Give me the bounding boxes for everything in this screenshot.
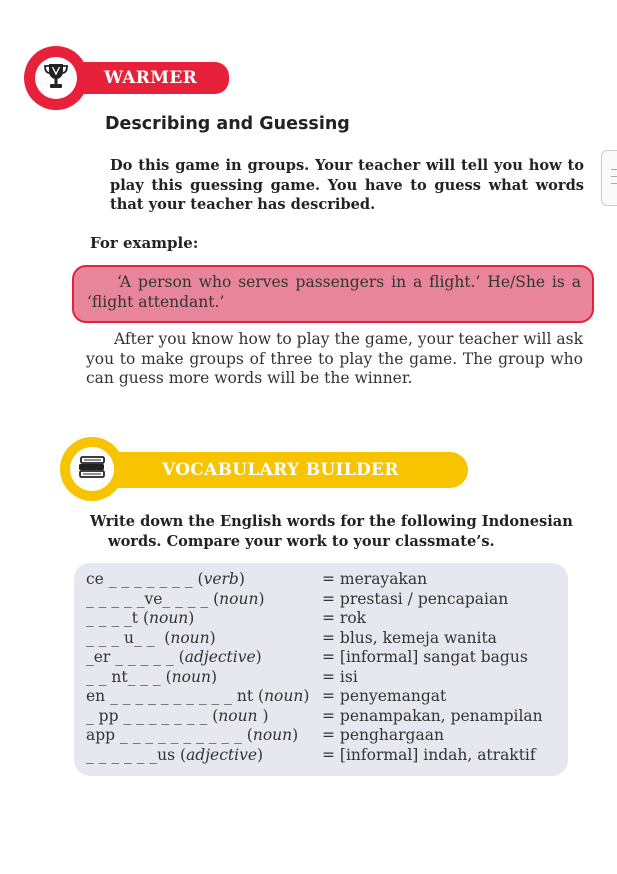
word-blank: _ _ nt_ _ _ (noun) bbox=[86, 667, 218, 686]
warmer-label: WARMER bbox=[104, 68, 198, 88]
books-icon bbox=[77, 455, 107, 483]
word-pattern: _ _ _ _ _ve_ _ _ _ bbox=[86, 589, 214, 608]
word-blank: en _ _ _ _ _ _ _ _ _ _ nt (noun) bbox=[86, 687, 310, 705]
part-of-speech: noun bbox=[171, 667, 211, 686]
vocabulary-instructions bbox=[90, 512, 590, 552]
word-blank: _ _ _ _t (noun) bbox=[86, 609, 195, 627]
translation: = blus, kemeja wanita bbox=[322, 628, 497, 647]
vocabulary-instruction-line-2: words. Compare your work to your classmate’s. bbox=[108, 533, 495, 550]
warmer-badge bbox=[24, 46, 88, 110]
word-blank: app _ _ _ _ _ _ _ _ _ _ (noun) bbox=[86, 726, 299, 744]
section-title: Describing and Guessing bbox=[105, 114, 350, 134]
translation: = penyemangat bbox=[322, 687, 447, 705]
warmer-paragraph: After you know how to play the game, your teacher will ask you to make groups of three to play the game. The group who can guess more words will be the winner. bbox=[86, 330, 583, 387]
word-pattern: app _ _ _ _ _ _ _ _ _ _ bbox=[86, 726, 247, 744]
word-pattern: _ _ _ _ _ _us bbox=[86, 745, 180, 764]
part-of-speech: noun bbox=[252, 726, 293, 744]
translation: = [informal] indah, atraktif bbox=[322, 745, 536, 764]
word-pattern: _er _ _ _ _ _ bbox=[86, 648, 179, 666]
word-blank: _er _ _ _ _ _ (adjective) bbox=[86, 648, 262, 666]
word-pattern: en _ _ _ _ _ _ _ _ _ _ nt bbox=[86, 687, 258, 705]
translation: = penghargaan bbox=[322, 726, 444, 744]
translation: = [informal] sangat bagus bbox=[322, 648, 528, 666]
warmer-instructions: Do this game in groups. Your teacher will tell you how to play this guessing game. You have to guess what words that your teacher has described. bbox=[110, 157, 584, 213]
example-box bbox=[72, 265, 594, 323]
translation: = isi bbox=[322, 667, 358, 686]
vocabulary-instruction-line-1: Write down the English words for the following Indonesian bbox=[90, 513, 573, 530]
trophy-icon bbox=[43, 62, 69, 94]
part-of-speech: noun bbox=[264, 687, 304, 705]
part-of-speech: verb bbox=[203, 570, 239, 588]
example-label: For example: bbox=[90, 234, 199, 252]
translation: = prestasi / pencapaian bbox=[322, 589, 509, 608]
side-tab-handle[interactable] bbox=[601, 150, 617, 206]
word-blank: _ _ _ u_ _ (noun) bbox=[86, 628, 216, 647]
word-blank: ce _ _ _ _ _ _ _ (verb) bbox=[86, 570, 245, 588]
word-pattern: ce _ _ _ _ _ _ _ bbox=[86, 570, 198, 588]
word-blank: _ _ _ _ _ _us (adjective) bbox=[86, 745, 264, 764]
word-pattern: _ _ _ u_ _ bbox=[86, 628, 165, 647]
part-of-speech: adjective bbox=[184, 648, 256, 666]
word-blank: _ pp _ _ _ _ _ _ _ (noun ) bbox=[86, 706, 269, 725]
translation: = rok bbox=[322, 609, 367, 627]
translation: = merayakan bbox=[322, 570, 428, 588]
vocabulary-badge bbox=[60, 437, 124, 501]
example-text: ‘A person who serves passengers in a flight.’ He/She is a ‘flight attendant.’ bbox=[87, 273, 581, 311]
word-blank: _ _ _ _ _ve_ _ _ _ (noun) bbox=[86, 589, 265, 608]
part-of-speech: noun bbox=[149, 609, 189, 627]
part-of-speech: noun bbox=[170, 628, 210, 647]
part-of-speech: noun bbox=[218, 706, 263, 725]
part-of-speech: adjective bbox=[186, 745, 258, 764]
word-pattern: _ _ _ _t bbox=[86, 609, 143, 627]
word-pattern: _ _ nt_ _ _ bbox=[86, 667, 166, 686]
translation: = penampakan, penampilan bbox=[322, 706, 543, 725]
part-of-speech: noun bbox=[219, 589, 259, 608]
vocabulary-label: VOCABULARY BUILDER bbox=[162, 460, 399, 480]
word-pattern: _ pp _ _ _ _ _ _ _ bbox=[86, 706, 213, 725]
